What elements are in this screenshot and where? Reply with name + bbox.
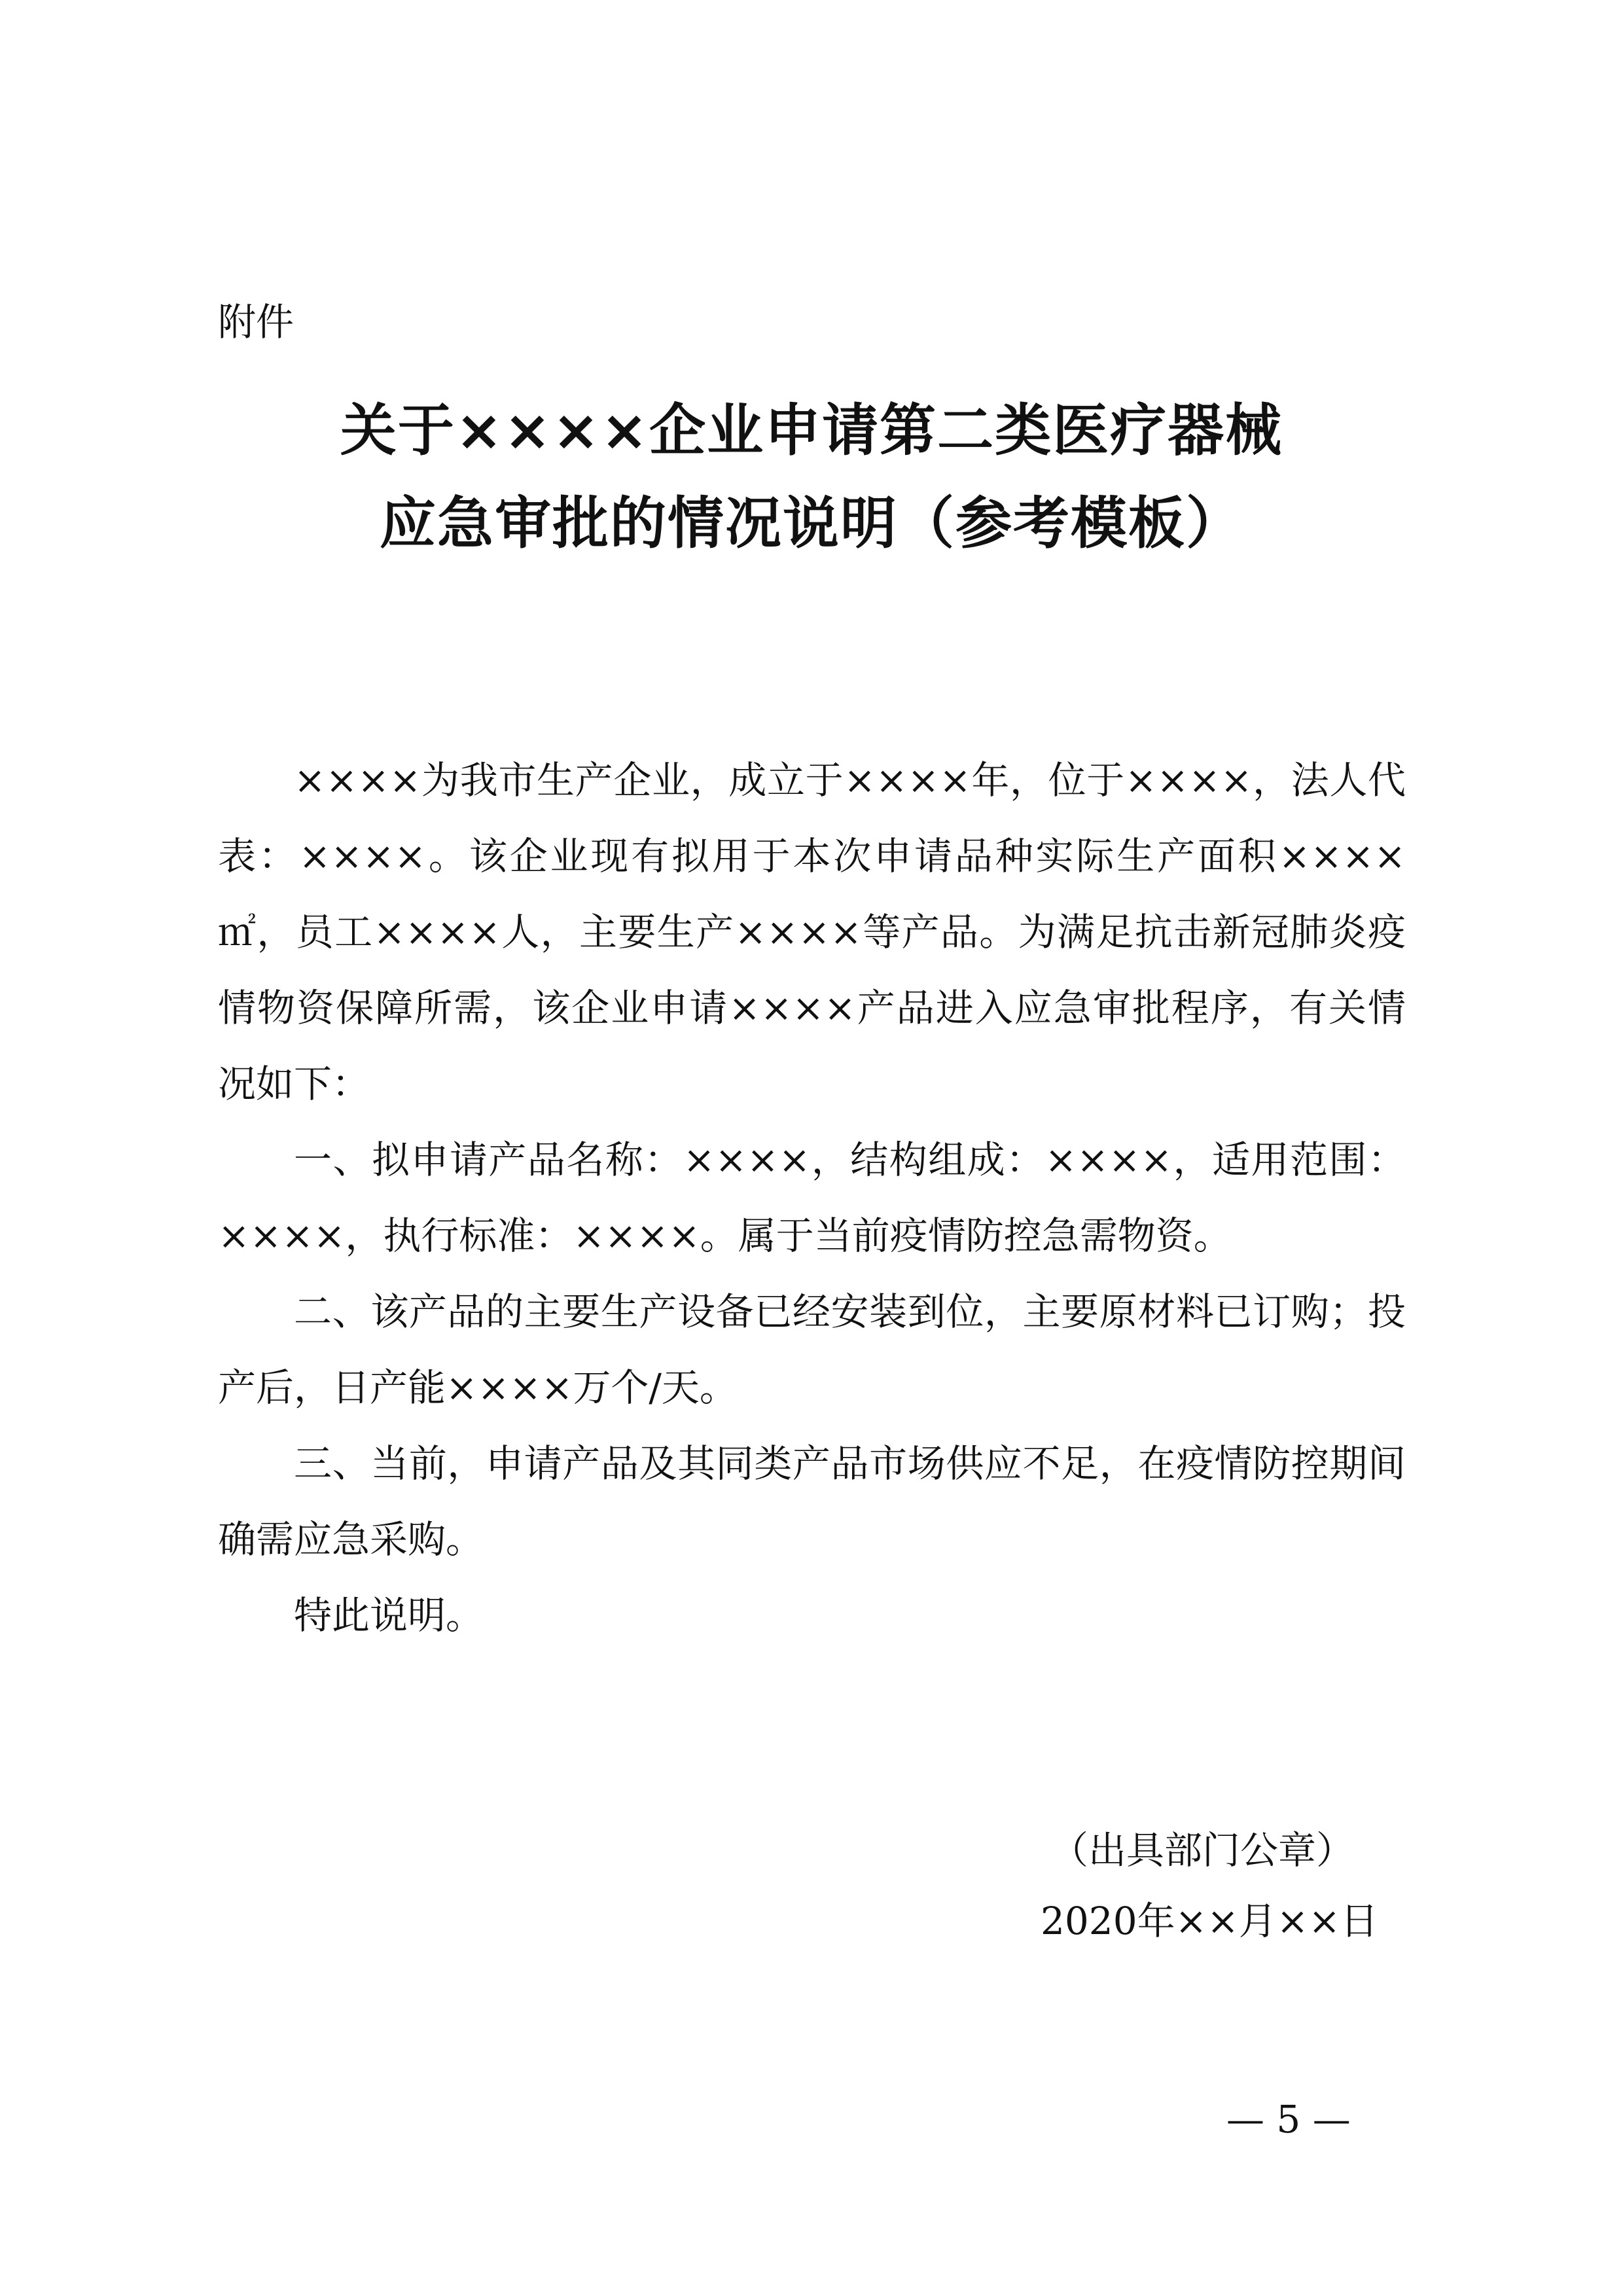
paragraph-closing: 特此说明。: [294, 1593, 484, 1638]
page-number: — 5 —: [1226, 2097, 1351, 2142]
document-title-line-2: 应急审批的情况说明（参考模板）: [380, 491, 1243, 556]
document-body: [218, 742, 1406, 1653]
paragraph-item-2: 二、该产品的主要生产设备已经安装到位，主要原材料已订购；投产后，日产能××××万个/天。: [218, 1289, 1406, 1410]
issue-date: 2020年××月××日: [1041, 1899, 1378, 1943]
attachment-label: 附件: [218, 300, 294, 344]
paragraph-intro: ××××为我市生产企业，成立于××××年，位于××××，法人代表：××××。该企业现有拟用于本次申请品种实际生产面积××××㎡，员工××××人，主要生产××××等产品。为满足抗击新冠肺炎疫情物资保障所需，该企业申请××××产品进入应急审批程序，有关情况如下：: [218, 758, 1406, 1106]
seal-note: （出具部门公章）: [1050, 1828, 1355, 1873]
paragraph-item-1: 一、拟申请产品名称：××××，结构组成：××××，适用范围：××××，执行标准：××××。属于当前疫情防控急需物资。: [218, 1138, 1406, 1258]
paragraph-item-3: 三、当前，申请产品及其同类产品市场供应不足，在疫情防控期间确需应急采购。: [218, 1441, 1406, 1562]
document-title-line-1: 关于××××企业申请第二类医疗器械: [340, 398, 1283, 463]
